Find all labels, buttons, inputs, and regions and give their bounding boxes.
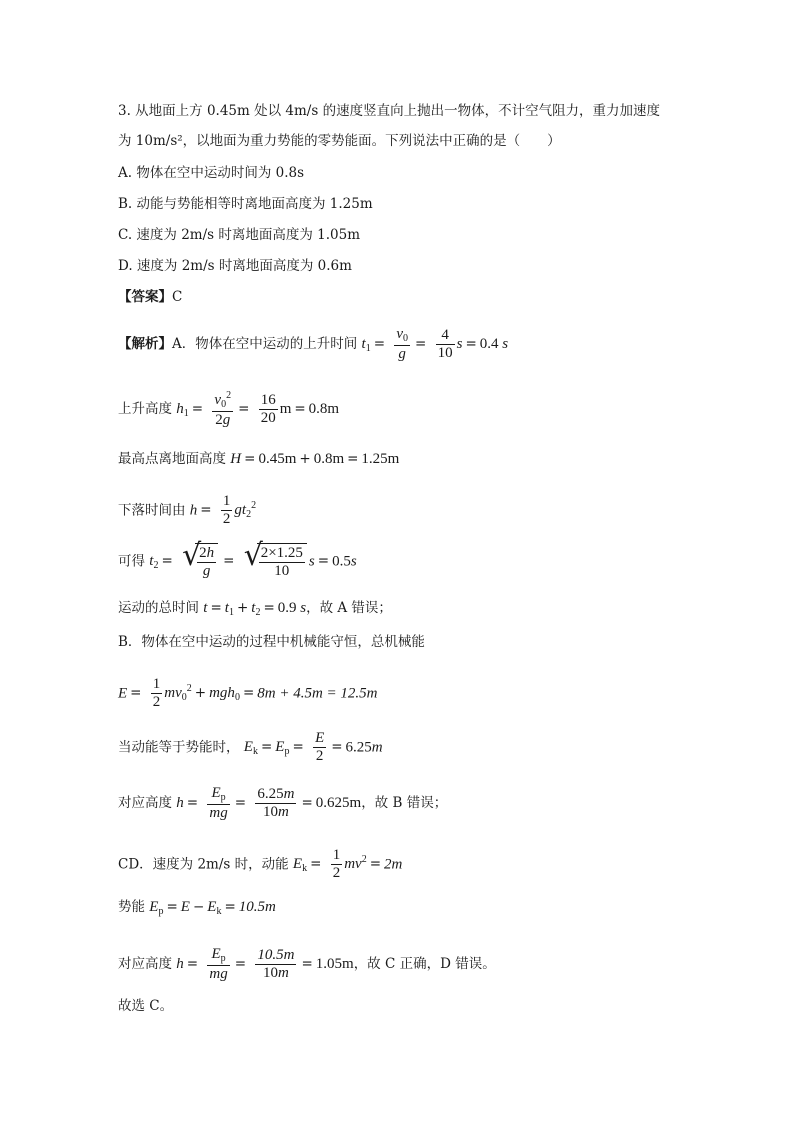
- option-a: A. 物体在空中运动时间为 0.8s: [118, 165, 305, 181]
- cd-height-label: 对应高度: [118, 955, 172, 972]
- rise-time-values: $\frac{4}{10}$: [437, 326, 453, 361]
- b-conclusion: ，故 B 错误；: [361, 794, 448, 811]
- sqrt-numeric: √ $\frac{2\times 1.25}{10}$: [244, 543, 307, 581]
- analysis-b-intro: B．物体在空中运动的过程中机械能守恒，总机械能: [118, 634, 425, 650]
- analysis-cd-kinetic: CD．速度为 2m/s 时，动能 $E_k$ = $\frac{1}{2}$ $mv^2 = 2m$: [118, 847, 403, 882]
- analysis-total-time: 运动的总时间 $t = t_1 + t_2 = 0.9$ s，故 A 错误；: [118, 600, 392, 618]
- cd-half-fraction: $\frac{1}{2}$: [332, 847, 341, 882]
- analysis-rise-height: 上升高度 $h_1$ = $\frac{v_0^2}{2g}$ = $\frac{16}{20}$ m = 0.8m: [118, 390, 340, 428]
- analysis-b-height: 对应高度 h = $\frac{E_p}{mg}$ = $\frac{6.25m}{10m}$ = 0.625m，故 B 错误；: [118, 785, 448, 821]
- option-d: D. 速度为 2m/s 时离地面高度为 0.6m: [118, 258, 352, 274]
- analysis-final: 故选 C。: [118, 998, 174, 1014]
- analysis-t2: 可得 $t_2$ = √ $\frac{2h}{g}$ = √ $\frac{2\times 1.25}{10}$ s = 0.5s: [118, 538, 357, 580]
- analysis-potential: 势能 $E_p = E - E_k = 10.5m$: [118, 899, 276, 917]
- question-line-1: 3. 从地面上方 0.45m 处以 4m/s 的速度竖直向上抛出一物体，不计空气阻力，重力加速度: [118, 103, 661, 119]
- get-t2-label: 可得: [118, 553, 145, 570]
- analysis-a-rise-time: 【解析】A．物体在空中运动的上升时间 $t_1$ = $\frac{v_0}{g}$ = $\frac{4}{10}$ s = 0.4 s: [118, 326, 509, 362]
- rise-height-values: $\frac{16}{20}$: [260, 391, 276, 426]
- sqrt-symbolic: √ $\frac{2h}{g}$: [182, 543, 218, 581]
- answer-line: [118, 291, 182, 305]
- answer-value: C: [172, 289, 183, 305]
- rise-time-fraction: $\frac{v_0}{g}$: [396, 326, 408, 362]
- energy-terms: 8m + 4.5m = 12.5m: [257, 685, 378, 702]
- analysis-a-intro: A．物体在空中运动的上升时间: [172, 335, 358, 352]
- b-height-symbolic: $\frac{E_p}{mg}$: [209, 785, 228, 821]
- cd-height-values: $\frac{10.5m}{10m}$: [257, 946, 295, 981]
- analysis-tag: 【解析】: [118, 335, 172, 352]
- energy-half-e-fraction: $\frac{E}{2}$: [315, 730, 325, 765]
- b-height-label: 对应高度: [118, 794, 172, 811]
- rise-height-label: 上升高度: [118, 400, 172, 417]
- half-fraction: $\frac{1}{2}$: [222, 493, 231, 528]
- question-line-2: 为 10m/s²，以地面为重力势能的零势能面。下列说法中正确的是（ ）: [118, 133, 561, 149]
- b-height-values: $\frac{6.25m}{10m}$: [257, 785, 295, 820]
- cd-height-symbolic: $\frac{E_p}{mg}$: [209, 946, 228, 982]
- max-height-label: 最高点离地面高度: [118, 451, 226, 467]
- potential-label: 势能: [118, 899, 145, 915]
- analysis-cd-height: 对应高度 h = $\frac{E_p}{mg}$ = $\frac{10.5m}{10m}$ = 1.05m，故 C 正确，D 错误。: [118, 946, 496, 982]
- fall-time-label: 下落时间由: [118, 502, 186, 519]
- option-c: C. 速度为 2m/s 时离地面高度为 1.05m: [118, 227, 361, 243]
- option-b: B. 动能与势能相等时离地面高度为 1.25m: [118, 196, 373, 212]
- answer-tag: 【答案】: [118, 289, 172, 305]
- analysis-max-height: 最高点离地面高度 H = 0.45m + 0.8m = 1.25m: [118, 451, 400, 467]
- analysis-b-equal: 当动能等于势能时， $E_k = E_p$ = $\frac{E}{2}$ = 6.25m: [118, 730, 383, 765]
- rise-height-fraction: $\frac{v_0^2}{2g}$: [214, 390, 232, 428]
- analysis-total-energy: E = $\frac{1}{2}$ $mv_0^2 + mgh_0 = 8m + 4.5m = 12.5m$: [118, 676, 378, 711]
- total-time-label: 运动的总时间: [118, 600, 199, 616]
- b-equal-label: 当动能等于势能时，: [118, 739, 240, 756]
- cd-intro: CD．速度为 2m/s 时，动能: [118, 856, 289, 873]
- analysis-fall-time: 下落时间由 h = $\frac{1}{2}$ $gt_2^2$: [118, 493, 257, 528]
- cd-conclusion: ，故 C 正确，D 错误。: [353, 955, 496, 972]
- energy-half-fraction: $\frac{1}{2}$: [152, 676, 161, 711]
- a-conclusion: ，故 A 错误；: [306, 600, 392, 616]
